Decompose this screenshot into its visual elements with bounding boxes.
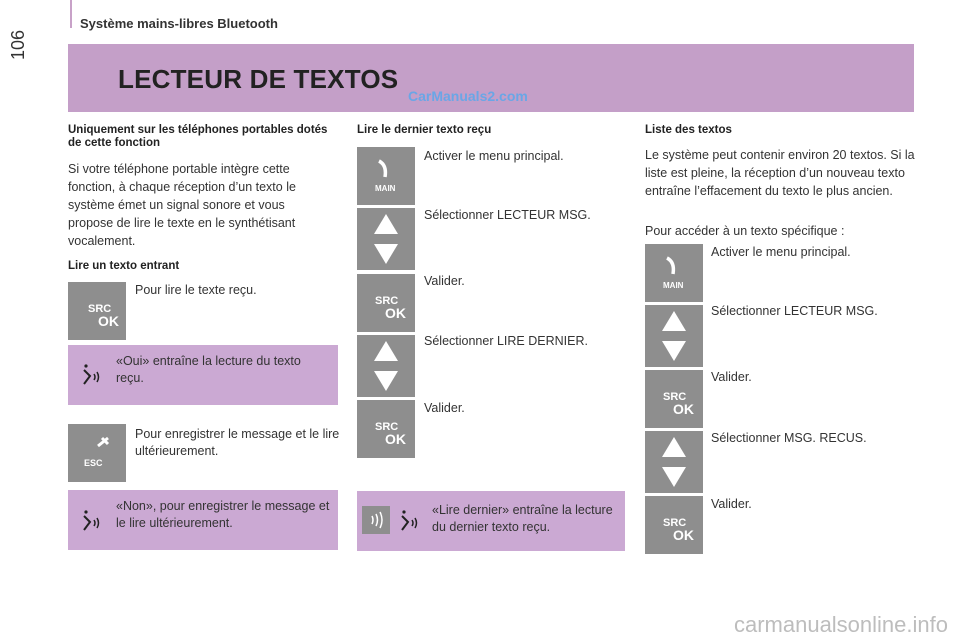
up-down-arrows-icon: [645, 305, 703, 367]
col1-subheading: Lire un texto entrant: [68, 260, 180, 272]
watermark-text: CarManuals2.com: [408, 88, 528, 104]
col2-step-3: Valider.: [424, 274, 465, 288]
esc-hangup-icon: [68, 424, 126, 482]
src-ok-icon: [357, 274, 415, 332]
col1-step-read: Pour lire le texte reçu.: [135, 283, 257, 297]
ok-label: OK: [673, 527, 694, 543]
header-accent-bar: [70, 0, 72, 28]
phone-main-icon: [357, 147, 415, 205]
src-ok-icon: [68, 282, 126, 340]
page-title: LECTEUR DE TEXTOS: [118, 64, 399, 94]
voice-speaker-icon: [80, 508, 104, 536]
src-label: SRC: [375, 421, 399, 433]
voice-note-text: «Lire dernier» entraîne la lecture du dernier texto reçu.: [432, 503, 613, 534]
col2-step-1: Activer le menu principal.: [424, 149, 564, 163]
ok-label: OK: [98, 313, 119, 329]
src-label: SRC: [375, 295, 399, 307]
col2-heading: Lire le dernier texto reçu: [357, 124, 492, 136]
col3-step-1: Activer le menu principal.: [711, 245, 851, 259]
section-title: Système mains-libres Bluetooth: [80, 16, 278, 31]
src-ok-icon: [645, 496, 703, 554]
col2-step-5: Valider.: [424, 401, 465, 415]
page-number: 106: [8, 29, 28, 60]
ok-label: OK: [385, 305, 406, 321]
src-label: SRC: [663, 391, 687, 403]
main-label: MAIN: [663, 281, 684, 290]
col3-step-3: Valider.: [711, 370, 752, 384]
ok-label: OK: [673, 401, 694, 417]
phone-main-icon: [645, 244, 703, 302]
footer-site: carmanualsonline.info: [733, 612, 948, 637]
col3-heading: Liste des textos: [645, 124, 732, 136]
src-label: SRC: [663, 517, 687, 529]
up-down-arrows-icon: [357, 208, 415, 270]
src-ok-icon: [645, 370, 703, 428]
up-down-arrows-icon: [645, 431, 703, 493]
ok-label: OK: [385, 431, 406, 447]
src-label: SRC: [88, 303, 112, 315]
up-down-arrows-icon: [357, 335, 415, 397]
voice-speaker-icon: [80, 362, 104, 390]
voice-yes-text: «Oui» entraîne la lecture du texto reçu.: [116, 354, 301, 385]
col3-paragraph: Le système peut contenir environ 20 textos. Si la liste est pleine, la réception d’un nouveau texto entraîne l’effacement du texto le plus ancien.: [645, 148, 915, 198]
esc-label: ESC: [84, 458, 103, 468]
voice-button-icon: [362, 506, 390, 534]
col2-step-2: Sélectionner LECTEUR MSG.: [424, 208, 591, 222]
col3-step-2: Sélectionner LECTEUR MSG.: [711, 304, 878, 318]
col3-step-5: Valider.: [711, 497, 752, 511]
col3-intro: Pour accéder à un texto spécifique :: [645, 224, 845, 238]
main-label: MAIN: [375, 184, 396, 193]
col1-step-save: Pour enregistrer le message et le lire ultérieurement.: [135, 427, 340, 458]
col1-paragraph: Si votre téléphone portable intègre cette fonction, à chaque réception d’un texto le système émet un signal sonore et vous propose de lire le texte en le synthétisant vocalement.: [68, 162, 296, 248]
voice-speaker-icon: [398, 508, 422, 536]
src-ok-icon: [357, 400, 415, 458]
col2-step-4: Sélectionner LIRE DERNIER.: [424, 334, 588, 348]
voice-no-text: «Non», pour enregistrer le message et le lire ultérieurement.: [116, 499, 330, 530]
col3-step-4: Sélectionner MSG. RECUS.: [711, 431, 867, 445]
col1-heading: Uniquement sur les téléphones portables dotés de cette fonction: [68, 124, 328, 149]
